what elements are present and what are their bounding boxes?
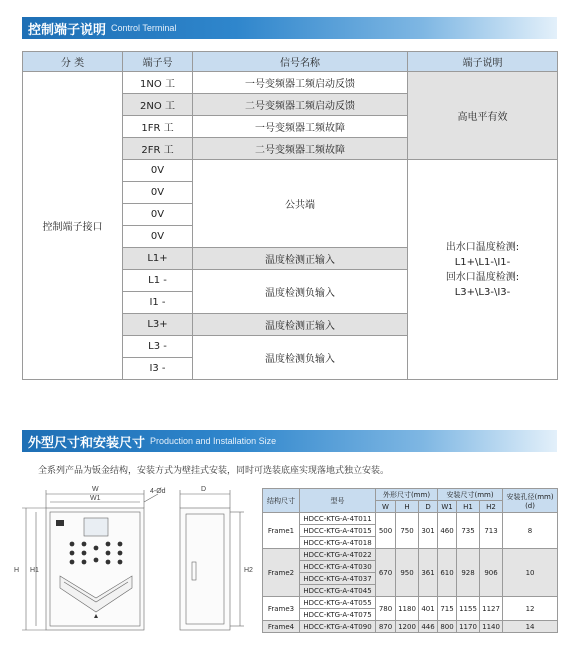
header-model: 型号 bbox=[300, 489, 376, 513]
signal-cell: 温度检测正输入 bbox=[193, 314, 408, 336]
value-h1: 928 bbox=[457, 549, 480, 597]
table-row bbox=[263, 597, 558, 609]
table-header-row bbox=[23, 52, 558, 72]
cabinet-side-outline bbox=[180, 508, 230, 630]
terminal-cell: 1FR 工 bbox=[123, 116, 193, 138]
header-struct: 结构尺寸 bbox=[263, 489, 300, 513]
section-header-size bbox=[22, 430, 557, 452]
value-w: 870 bbox=[376, 621, 396, 633]
display-panel bbox=[84, 518, 108, 536]
section-title-en: Control Terminal bbox=[111, 23, 177, 33]
value-hole: 8 bbox=[503, 513, 558, 549]
terminal-cell: L1+ bbox=[123, 248, 193, 270]
dimension-drawing bbox=[0, 480, 260, 660]
signal-cell: 一号变频器工频故障 bbox=[193, 116, 408, 138]
value-w1: 460 bbox=[438, 513, 457, 549]
signal-cell-common: 公共端 bbox=[193, 160, 408, 248]
terminal-cell: L3+ bbox=[123, 314, 193, 336]
value-h2: 1127 bbox=[480, 597, 503, 621]
terminal-cell: 2NO 工 bbox=[123, 94, 193, 116]
value-d: 301 bbox=[419, 513, 438, 549]
temp-desc-line1: 出水口温度检测: bbox=[445, 241, 520, 253]
terminal-cell: 0V bbox=[123, 160, 193, 182]
header-terminal: 端子号 bbox=[123, 52, 193, 72]
frame-cell: Frame2 bbox=[263, 549, 300, 597]
value-h2: 713 bbox=[480, 513, 503, 549]
dim-label-w1: W1 bbox=[90, 495, 101, 502]
value-h1: 1170 bbox=[457, 621, 480, 633]
value-h1: 1155 bbox=[457, 597, 480, 621]
terminal-cell: 0V bbox=[123, 226, 193, 248]
value-h2: 1140 bbox=[480, 621, 503, 633]
value-h: 950 bbox=[396, 549, 419, 597]
terminal-cell: I1 - bbox=[123, 292, 193, 314]
frame-cell: Frame1 bbox=[263, 513, 300, 549]
header-hole: 安装孔径(mm)(d) bbox=[503, 489, 558, 513]
dim-label-h2: H2 bbox=[244, 567, 253, 574]
table-header-row bbox=[263, 489, 558, 501]
subheader-h2: H2 bbox=[480, 501, 503, 513]
header-install: 安装尺寸(mm) bbox=[438, 489, 503, 501]
value-w: 670 bbox=[376, 549, 396, 597]
value-w: 780 bbox=[376, 597, 396, 621]
model-cell: HDCC-KTG-A-4T075 bbox=[300, 609, 376, 621]
value-h: 1200 bbox=[396, 621, 419, 633]
model-cell: HDCC-KTG-A-4T015 bbox=[300, 525, 376, 537]
dim-label-d: D bbox=[201, 486, 207, 493]
dim-label-w: W bbox=[92, 486, 99, 493]
temp-desc-line3: 回水口温度检测: bbox=[445, 271, 520, 283]
value-d: 401 bbox=[419, 597, 438, 621]
dimensions-table bbox=[262, 488, 558, 633]
value-h2: 906 bbox=[480, 549, 503, 597]
terminal-cell: 0V bbox=[123, 204, 193, 226]
model-cell: HDCC-KTG-A-4T022 bbox=[300, 549, 376, 561]
value-hole: 10 bbox=[503, 549, 558, 597]
value-h: 1180 bbox=[396, 597, 419, 621]
signal-cell: 温度检测负输入 bbox=[193, 336, 408, 380]
value-hole: 12 bbox=[503, 597, 558, 621]
header-outer: 外形尺寸(mm) bbox=[376, 489, 438, 501]
table-row bbox=[23, 72, 558, 94]
value-h: 750 bbox=[396, 513, 419, 549]
terminal-cell: 1NO 工 bbox=[123, 72, 193, 94]
header-description: 端子说明 bbox=[408, 52, 558, 72]
frame-cell: Frame3 bbox=[263, 597, 300, 621]
signal-cell: 一号变频器工频启动反馈 bbox=[193, 72, 408, 94]
value-w1: 610 bbox=[438, 549, 457, 597]
model-cell: HDCC-KTG-A-4T037 bbox=[300, 573, 376, 585]
description-cell-temp bbox=[408, 160, 558, 380]
table-row bbox=[263, 513, 558, 525]
terminal-cell: 2FR 工 bbox=[123, 138, 193, 160]
header-signal: 信号名称 bbox=[193, 52, 408, 72]
subheader-w: W bbox=[376, 501, 396, 513]
value-w1: 715 bbox=[438, 597, 457, 621]
table-row bbox=[263, 621, 558, 633]
model-cell: HDCC-KTG-A-4T090 bbox=[300, 621, 376, 633]
dim-label-hole: 4-Ød bbox=[150, 488, 166, 495]
value-w: 500 bbox=[376, 513, 396, 549]
temp-desc-line2: L1+\L1-\I1- bbox=[454, 256, 511, 268]
table-row bbox=[263, 549, 558, 561]
model-cell: HDCC-KTG-A-4T011 bbox=[300, 513, 376, 525]
value-d: 446 bbox=[419, 621, 438, 633]
dim-label-h1: H1 bbox=[30, 567, 39, 574]
terminal-cell: 0V bbox=[123, 182, 193, 204]
signal-cell: 二号变频器工频故障 bbox=[193, 138, 408, 160]
subheader-w1: W1 bbox=[438, 501, 457, 513]
subheader-h: H bbox=[396, 501, 419, 513]
section-title-zh: 外型尺寸和安装尺寸 bbox=[28, 435, 146, 451]
signal-cell: 温度检测正输入 bbox=[193, 248, 408, 270]
value-d: 361 bbox=[419, 549, 438, 597]
model-cell: HDCC-KTG-A-4T018 bbox=[300, 537, 376, 549]
dim-label-h: H bbox=[14, 567, 20, 574]
subheader-d: D bbox=[419, 501, 438, 513]
signal-cell: 二号变频器工频启动反馈 bbox=[193, 94, 408, 116]
frame-cell: Frame4 bbox=[263, 621, 300, 633]
terminal-cell: L3 - bbox=[123, 336, 193, 358]
category-cell: 控制端子接口 bbox=[23, 72, 123, 380]
terminal-cell: L1 - bbox=[123, 270, 193, 292]
section-title-zh: 控制端子说明 bbox=[28, 22, 107, 38]
terminal-cell: I3 - bbox=[123, 358, 193, 380]
model-cell: HDCC-KTG-A-4T030 bbox=[300, 561, 376, 573]
section-header-control-terminal bbox=[22, 17, 557, 39]
control-terminal-table bbox=[22, 51, 558, 380]
section-title-en: Production and Installation Size bbox=[150, 436, 277, 446]
description-cell-high: 高电平有效 bbox=[408, 72, 558, 160]
product-description: 全系列产品为钣金结构，安装方式为壁挂式安装，同时可选装底座实现落地式独立安装。 bbox=[38, 466, 390, 476]
header-category: 分 类 bbox=[23, 52, 123, 72]
value-h1: 735 bbox=[457, 513, 480, 549]
temp-desc-line4: L3+\L3-\I3- bbox=[454, 286, 511, 298]
subheader-h1: H1 bbox=[457, 501, 480, 513]
brand-logo-icon bbox=[56, 520, 64, 526]
model-cell: HDCC-KTG-A-4T055 bbox=[300, 597, 376, 609]
value-w1: 800 bbox=[438, 621, 457, 633]
model-cell: HDCC-KTG-A-4T045 bbox=[300, 585, 376, 597]
signal-cell: 温度检测负输入 bbox=[193, 270, 408, 314]
value-hole: 14 bbox=[503, 621, 558, 633]
